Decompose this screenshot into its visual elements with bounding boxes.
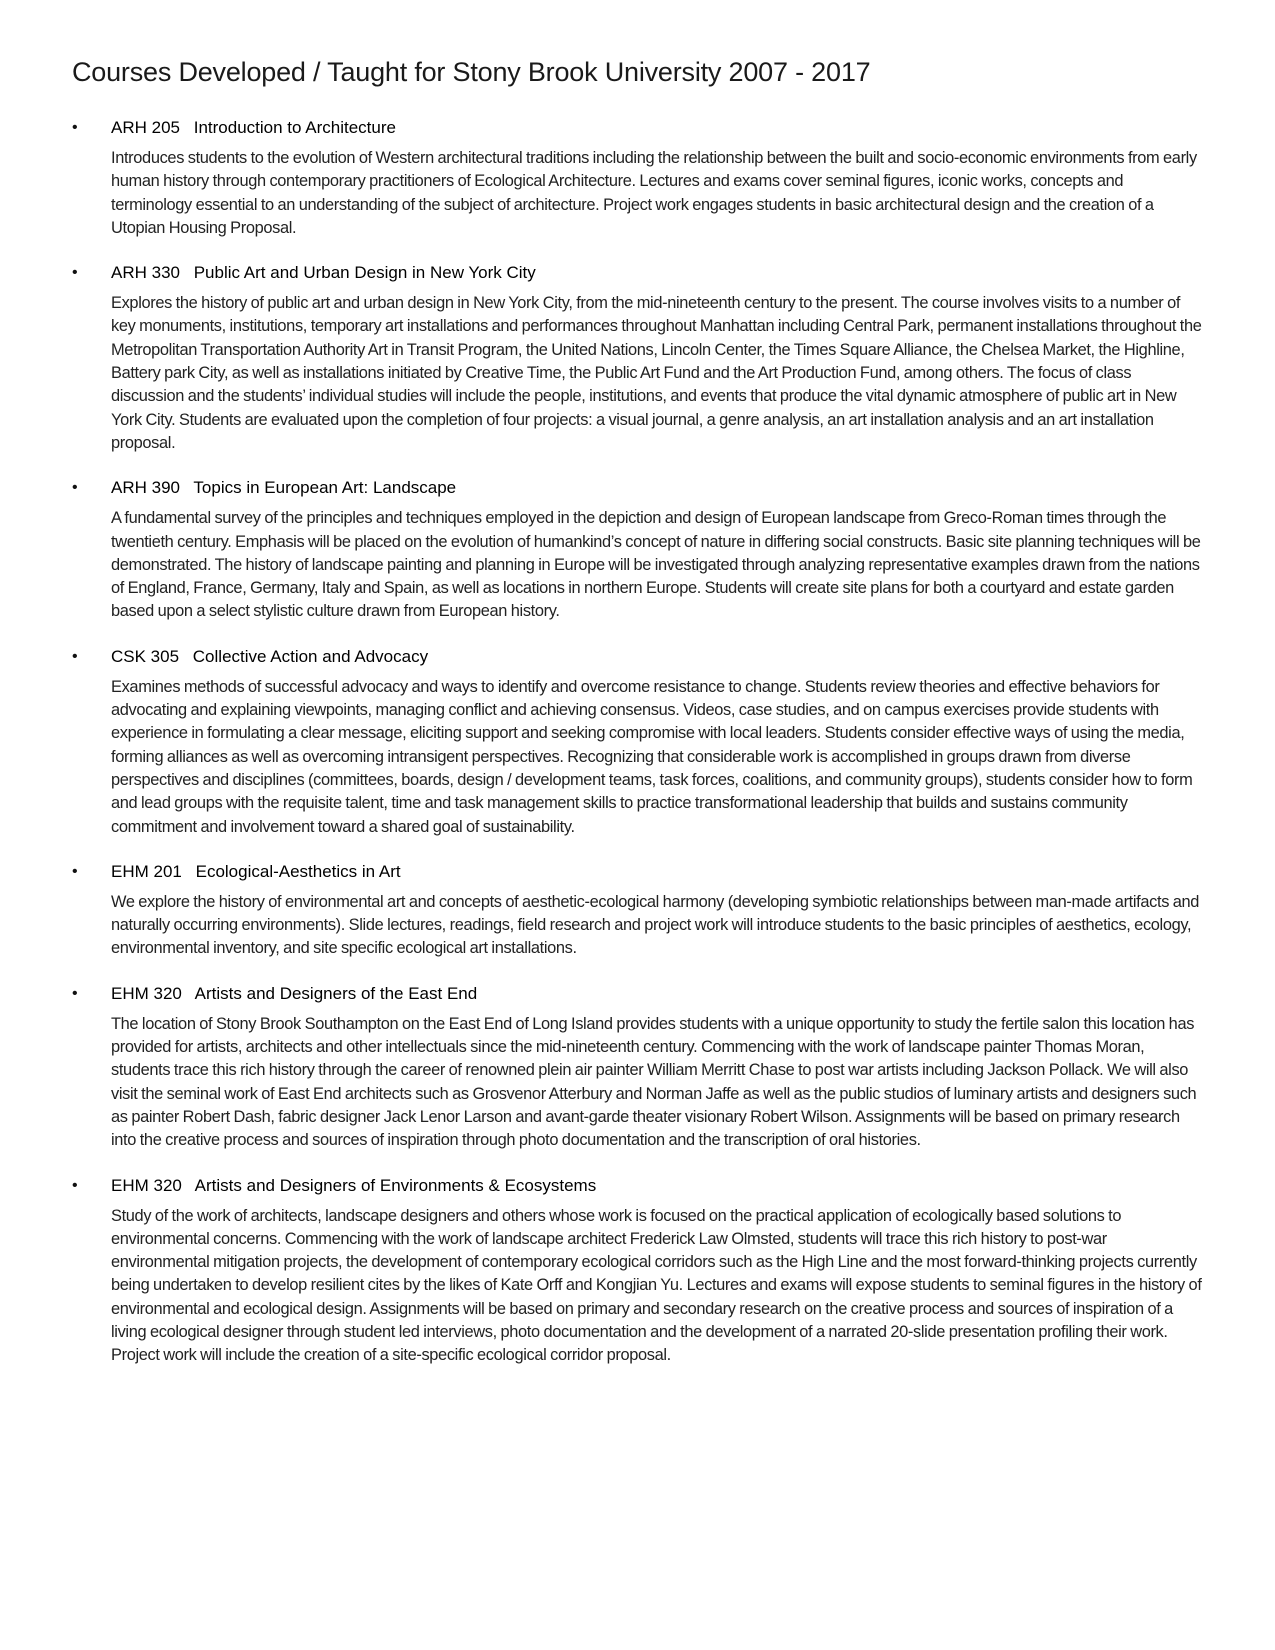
course-item <box>72 261 1207 455</box>
course-item <box>72 1174 1207 1368</box>
course-heading <box>111 476 1207 500</box>
course-name: Topics in European Art: Landscape <box>193 478 457 498</box>
course-heading <box>111 116 1207 140</box>
course-heading <box>111 982 1207 1006</box>
course-description: The location of Stony Brook Southampton on the East End of Long Island provides students with a unique opportunity to study the fertile salon this location has provided for artists, architects and other intellectuals since the mid-nineteenth century. Commencing with the work of landscape painter Thomas Moran, students trace this rich history through the career of renowned plein air painter William Merritt Chase to post war artists including Jackson Pollack. We will also visit the seminal work of East End architects such as Grosvenor Atterbury and Norman Jaffe as well as the public studios of luminary artists and designers such as painter Robert Dash, fabric designer Jack Lenor Larson and avant-garde theater visionary Robert Wilson. Assignments will be based on primary research into the creative process and sources of inspiration through photo documentation and the transcription of oral histories. <box>111 1014 1197 1150</box>
bullet-icon: • <box>72 264 78 282</box>
course-description: We explore the history of environmental art and concepts of aesthetic-ecological harmony (developing symbiotic relationships between man-made artifacts and naturally occurring environments). Slide lectures, readings, field research and project work will introduce students to the basic principles of aesthetics, ecology, environmental inventory, and site specific ecological art installations. <box>111 892 1200 958</box>
course-name: Introduction to Architecture <box>193 118 396 137</box>
course-heading <box>111 645 1207 669</box>
bullet-icon: • <box>72 862 78 880</box>
course-code: EHM 201 <box>111 861 182 881</box>
page-title: Courses Developed / Taught for Stony Brook University 2007 - 2017 <box>72 57 871 87</box>
course-item <box>72 982 1207 1153</box>
course-description: Examines methods of successful advocacy and ways to identify and overcome resistance to change. Students review theories and effective behaviors for advocating and explaining viewpoints, managing conflict and achieving consensus. Videos, case studies, and on campus exercises provide students with experience in formulating a clear message, eliciting support and seeking compromise with local leaders. Students consider effective ways of using the media, forming alliances as well as overcoming intransigent perspectives. Recognizing that considerable work is accomplished in groups drawn from diverse perspectives and disciplines (committees, boards, design / development teams, task forces, coalitions, and community groups), students consider how to form and lead groups with the requisite talent, time and task management skills to practice transformational leadership that builds and sustains community commitment and involvement toward a shared goal of sustainability. <box>111 677 1193 836</box>
bullet-icon: • <box>72 984 78 1002</box>
bullet-icon: • <box>72 1176 78 1194</box>
course-name: Ecological-Aesthetics in Art <box>195 861 401 881</box>
course-name: Artists and Designers of the East End <box>194 983 478 1003</box>
course-description: A fundamental survey of the principles and techniques employed in the depiction and design of European landscape from Greco-Roman times through the twentieth century. Emphasis will be placed on the evolution of humankind’s concept of nature in differing social constructs. Basic site planning techniques will be demonstrated. The history of landscape painting and planning in Europe will be investigated through analyzing representative examples drawn from the nations of England, France, Germany, Italy and Spain, as well as locations in northern Europe. Students will create site plans for both a courtyard and estate garden based upon a select stylistic culture drawn from European history. <box>111 509 1201 621</box>
course-heading <box>111 860 1207 884</box>
course-item <box>72 476 1207 623</box>
course-heading <box>111 261 1207 285</box>
bullet-icon: • <box>72 119 78 136</box>
course-heading <box>111 1174 1207 1198</box>
course-name: Public Art and Urban Design in New York City <box>193 263 536 283</box>
course-description: Introduces students to the evolution of Western architectural traditions including the relationship between the built and socio-economic environments from early human history through contemporary practitioners of Ecological Architecture. Lectures and exams cover seminal figures, iconic works, concepts and terminology essential to an understanding of the subject of architecture. Project work engages students in basic architectural design and the creation of a Utopian Housing Proposal. <box>111 149 1197 237</box>
course-code: EHM 320 <box>111 983 182 1003</box>
course-item <box>72 860 1207 961</box>
course-name: Artists and Designers of Environments & Ecosystems <box>194 1175 597 1195</box>
course-item <box>72 645 1207 839</box>
bullet-icon: • <box>72 647 78 665</box>
course-code: EHM 320 <box>111 1175 182 1195</box>
bullet-icon: • <box>72 479 78 497</box>
course-name: Collective Action and Advocacy <box>192 646 429 666</box>
course-item <box>72 116 1207 240</box>
course-code: ARH 390 <box>111 478 180 498</box>
course-code: ARH 330 <box>111 263 180 283</box>
document-page <box>72 52 1207 1389</box>
course-code: CSK 305 <box>111 646 180 666</box>
course-description: Explores the history of public art and urban design in New York City, from the mid-nineteenth century to the present. The course involves visits to a number of key monuments, institutions, temporary art installations and performances throughout Manhattan including Central Park, permanent installations throughout the Metropolitan Transportation Authority Art in Transit Program, the United Nations, Lincoln Center, the Times Square Alliance, the Chelsea Market, the Highline, Battery park City, as well as installations initiated by Creative Time, the Public Art Fund and the Art Production Fund, among others. The focus of class discussion and the students’ individual studies will include the people, institutions, and events that produce the vital dynamic atmosphere of public art in New York City. Students are evaluated upon the completion of four projects: a visual journal, a genre analysis, an art installation analysis and an art installation proposal. <box>111 294 1202 452</box>
course-description: Study of the work of architects, landscape designers and others whose work is focused on the practical application of ecologically based solutions to environmental concerns. Commencing with the work of landscape architect Frederick Law Olmsted, students will trace this rich history to post-war environmental mitigation projects, the development of contemporary ecological corridors such as the High Line and the most forward-thinking projects currently being undertaken to develop resilient cites by the likes of Kate Orff and Kongjian Yu. Lectures and exams will expose students to seminal figures in the history of environmental and ecological design. Assignments will be based on primary and secondary research on the creative process and sources of inspiration of a living ecological designer through student led interviews, photo documentation and the development of a narrated 20-slide presentation profiling their work. Project work will include the creation of a site-specific ecological corridor proposal. <box>111 1206 1202 1365</box>
course-code: ARH 205 <box>111 118 180 137</box>
